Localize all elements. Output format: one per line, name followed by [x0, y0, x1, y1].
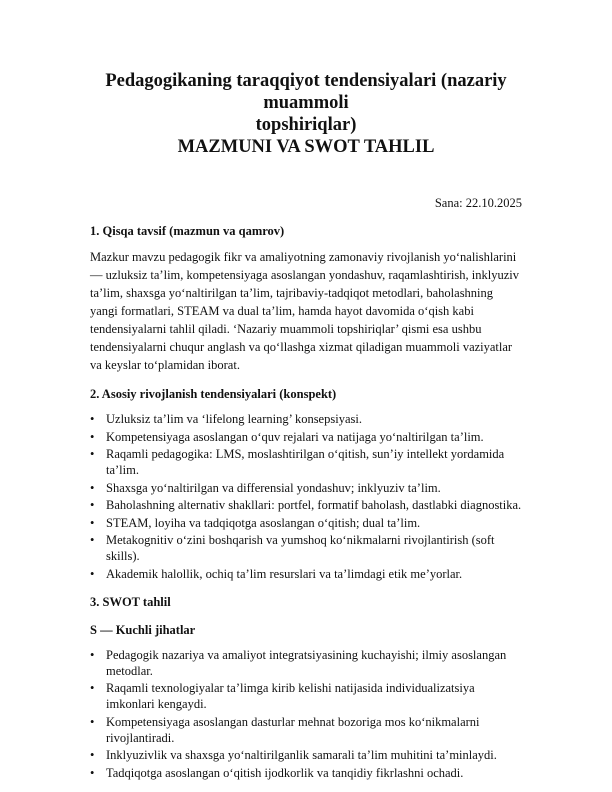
list-item-text: STEAM, loyiha va tadqiqotga asoslangan o‘qitish; dual ta’lim.: [106, 515, 421, 530]
list-item: [90, 446, 522, 478]
bullet-icon: •: [90, 765, 95, 780]
list-item-text: Baholashning alternativ shakllari: portfel, formatif baholash, dastlabki diagnostika.: [106, 498, 522, 512]
bullet-icon: •: [90, 498, 95, 512]
list-item-text: Kompetensiyaga asoslangan o‘quv rejalari va natijaga yo‘naltirilgan ta’lim.: [106, 429, 484, 444]
list-item: [90, 532, 522, 564]
bullet-icon: •: [90, 566, 95, 581]
bullet-icon: •: [90, 429, 95, 444]
list-item: [90, 480, 522, 496]
list-item: [90, 566, 522, 582]
strengths-list: [90, 647, 522, 781]
bullet-icon: •: [90, 681, 95, 695]
strengths-heading: S — Kuchli jihatlar: [90, 622, 196, 637]
section-3-heading: 3. SWOT tahlil: [90, 594, 171, 609]
list-item: [90, 429, 522, 445]
list-item: [90, 515, 522, 531]
list-item-text: Akademik halollik, ochiq ta’lim resurslari va ta’limdagi etik me’yorlar.: [106, 566, 463, 581]
list-item: [90, 497, 522, 513]
list-item-text: Uzluksiz ta’lim va ‘lifelong learning’ konsepsiyasi.: [106, 412, 362, 426]
bullet-icon: •: [90, 447, 95, 461]
document-date: Sana: 22.10.2025: [434, 196, 522, 210]
section-2-list: [90, 411, 522, 582]
list-item: [90, 647, 522, 679]
list-item: [90, 747, 522, 763]
list-item-text: Raqamli pedagogika: LMS, moslashtirilgan o‘qitish, sun’iy intellekt yordamida ta’lim.: [106, 447, 505, 477]
list-item-text: Metakognitiv o‘zini boshqarish va yumshoq ko‘nikmalarni rivojlantirish (soft skills).: [106, 533, 495, 563]
list-item-text: Pedagogik nazariya va amaliyot integratsiyasining kuchayishi; ilmiy asoslangan metodlar.: [106, 647, 507, 678]
list-item: [90, 714, 522, 746]
section-1-heading: 1. Qisqa tavsif (mazmun va qamrov): [90, 224, 285, 238]
list-item-text: Tadqiqotga asoslangan o‘qitish ijodkorlik va tanqidiy fikrlashni ochadi.: [106, 765, 464, 780]
list-item: [90, 680, 522, 712]
title-line-2: topshiriqlar): [255, 115, 357, 135]
title-line-1: Pedagogikaning taraqqiyot tendensiyalari (nazariy muammoli: [105, 71, 507, 113]
list-item-text: Shaxsga yo‘naltirilgan va differensial yondashuv; inklyuziv ta’lim.: [106, 480, 441, 495]
list-item-text: Kompetensiyaga asoslangan dasturlar mehnat bozoriga mos ko‘nikmalarni rivojlantiradi.: [106, 714, 480, 745]
bullet-icon: •: [90, 412, 95, 426]
section-1-paragraph: Mazkur mavzu pedagogik fikr va amaliyotning zamonaviy rivojlanish yo‘nalishlarini — uzluksiz ta’lim, kompetensiyaga asoslangan yondashuv, raqamlashtirish, inklyuziv ta’lim, shaxsga yo‘naltirilgan ta’lim, tajribaviy-tadqiqot metodlari, baholashning yangi formatlari, STEAM va dual ta’lim, hamda hayot davomida o‘qish kabi tendensiyalarni tahlil qiladi. ‘Nazariy muammoli topshiriqlar’ qismi esa ushbu tendensiyalarni chuqur anglash va qo‘llashga xizmat qiladigan muammoli vaziyatlar va keyslar to‘plamidan iborat.: [90, 250, 519, 372]
list-item-text: Raqamli texnologiyalar ta’limga kirib kelishi natijasida individualizatsiya imkonlari kengaydi.: [106, 681, 475, 711]
list-item: [90, 765, 522, 781]
bullet-icon: •: [90, 748, 95, 762]
title-line-3: MAZMUNI VA SWOT TAHLIL: [177, 137, 435, 157]
bullet-icon: •: [90, 714, 95, 729]
bullet-icon: •: [90, 647, 95, 662]
list-item: [90, 411, 522, 427]
bullet-icon: •: [90, 515, 95, 530]
bullet-icon: •: [90, 480, 95, 495]
list-item-text: Inklyuzivlik va shaxsga yo‘naltirilganlik samarali ta’lim muhitini ta’minlaydi.: [106, 748, 497, 762]
document-title: [90, 70, 522, 158]
bullet-icon: •: [90, 533, 95, 547]
section-2-heading: 2. Asosiy rivojlanish tendensiyalari (konspekt): [90, 387, 337, 401]
